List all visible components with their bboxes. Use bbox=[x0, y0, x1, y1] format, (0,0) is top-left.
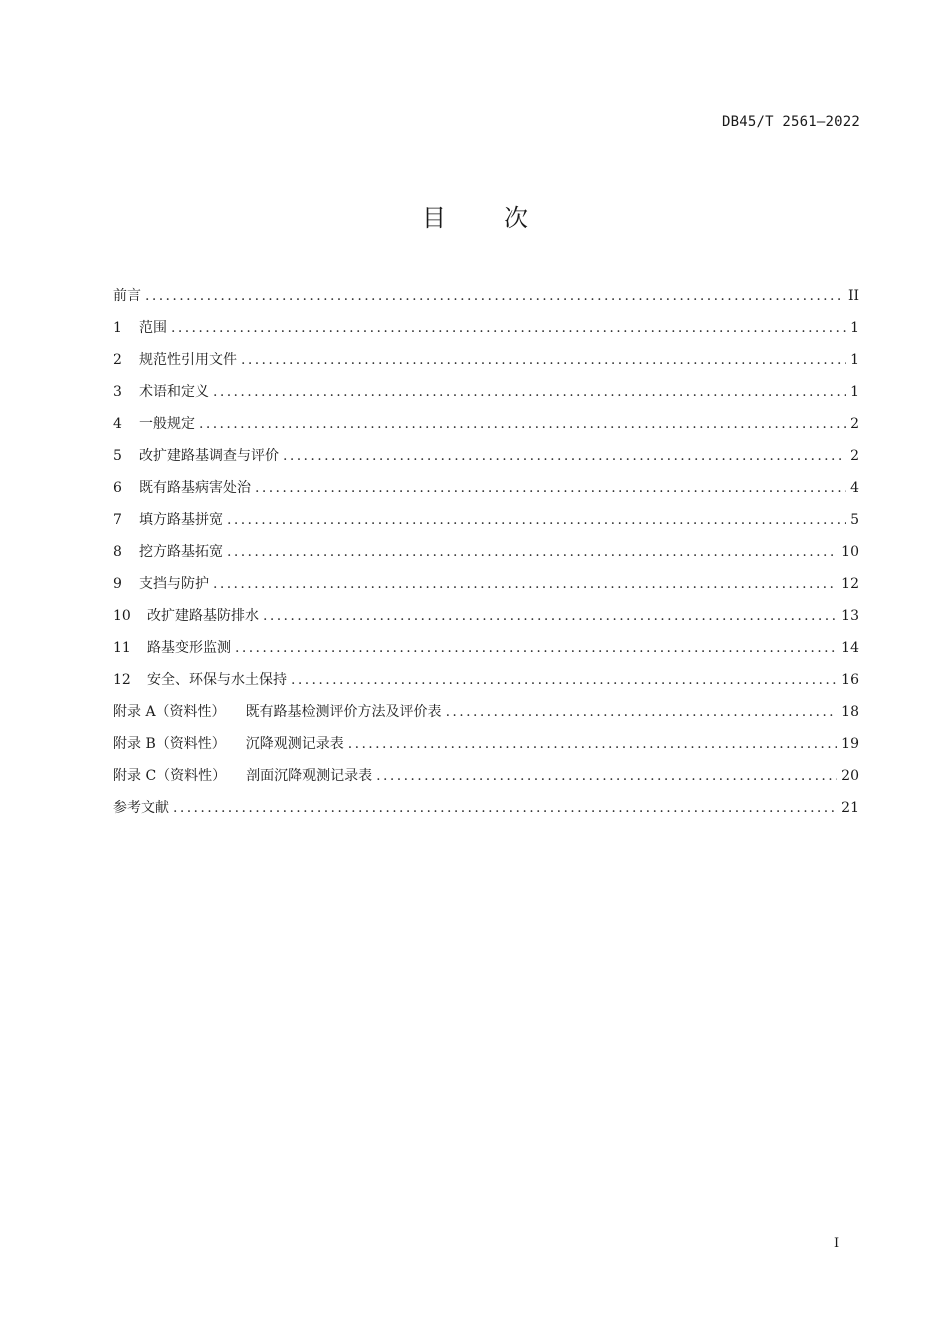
toc-entry-page: 1 bbox=[850, 384, 859, 400]
toc-entry-number: 9 bbox=[113, 576, 122, 592]
toc-entry-5[interactable] bbox=[113, 443, 859, 475]
toc-entry-number: 7 bbox=[113, 512, 122, 528]
toc-entry-label: 一般规定 bbox=[139, 416, 195, 432]
toc-entry-label: 附录 C（资料性） bbox=[113, 768, 227, 784]
toc-list bbox=[113, 283, 859, 827]
toc-entry-label: 改扩建路基调查与评价 bbox=[139, 448, 279, 464]
toc-entry-number: 3 bbox=[113, 384, 122, 400]
toc-entry-label: 附录 B（资料性） bbox=[113, 736, 226, 752]
toc-appendix-title: 剖面沉降观测记录表 bbox=[246, 768, 373, 784]
toc-entry-3[interactable] bbox=[113, 379, 859, 411]
toc-entry-page: 21 bbox=[841, 800, 859, 816]
toc-entry-label: 术语和定义 bbox=[139, 384, 209, 400]
toc-entry-4[interactable] bbox=[113, 411, 859, 443]
toc-entry-page: 13 bbox=[841, 608, 859, 624]
toc-leader-dots bbox=[227, 507, 846, 533]
toc-leader-dots bbox=[291, 667, 837, 693]
toc-entry-label: 改扩建路基防排水 bbox=[147, 608, 259, 624]
toc-leader-dots bbox=[376, 763, 837, 789]
toc-leader-dots bbox=[199, 411, 846, 437]
toc-entry-page: 14 bbox=[841, 640, 859, 656]
toc-entry-label: 既有路基病害处治 bbox=[139, 480, 251, 496]
page-number: I bbox=[834, 1236, 840, 1251]
toc-entry-foreword[interactable] bbox=[113, 283, 859, 315]
toc-leader-dots bbox=[145, 283, 844, 309]
toc-entry-number: 6 bbox=[113, 480, 122, 496]
toc-entry-label: 范围 bbox=[139, 320, 167, 336]
toc-entry-6[interactable] bbox=[113, 475, 859, 507]
toc-entry-number: 12 bbox=[113, 672, 131, 688]
toc-entry-page: II bbox=[847, 288, 859, 304]
toc-entry-label: 支挡与防护 bbox=[139, 576, 209, 592]
toc-entry-page: 1 bbox=[850, 320, 859, 336]
toc-leader-dots bbox=[213, 379, 846, 405]
toc-entry-page: 20 bbox=[841, 768, 859, 784]
toc-entry-label: 前言 bbox=[113, 288, 141, 304]
toc-entry-11[interactable] bbox=[113, 635, 859, 667]
toc-entry-appendix-c[interactable] bbox=[113, 763, 859, 795]
toc-entry-page: 1 bbox=[850, 352, 859, 368]
toc-entry-label: 安全、环保与水土保持 bbox=[147, 672, 287, 688]
toc-leader-dots bbox=[213, 571, 837, 597]
toc-leader-dots bbox=[348, 731, 837, 757]
toc-leader-dots bbox=[255, 475, 846, 501]
toc-entry-page: 18 bbox=[841, 704, 859, 720]
toc-entry-page: 2 bbox=[850, 448, 859, 464]
toc-entry-number: 10 bbox=[113, 608, 131, 624]
toc-leader-dots bbox=[241, 347, 846, 373]
toc-entry-label: 路基变形监测 bbox=[147, 640, 231, 656]
toc-entry-page: 16 bbox=[841, 672, 859, 688]
toc-entry-page: 12 bbox=[841, 576, 859, 592]
toc-entry-number: 2 bbox=[113, 352, 122, 368]
toc-entry-8[interactable] bbox=[113, 539, 859, 571]
toc-entry-appendix-b[interactable] bbox=[113, 731, 859, 763]
toc-entry-number: 1 bbox=[113, 320, 122, 336]
toc-leader-dots bbox=[227, 539, 837, 565]
toc-entry-label: 挖方路基拓宽 bbox=[139, 544, 223, 560]
toc-entry-number: 5 bbox=[113, 448, 122, 464]
toc-entry-12[interactable] bbox=[113, 667, 859, 699]
toc-appendix-title: 沉降观测记录表 bbox=[245, 736, 344, 752]
toc-entry-page: 5 bbox=[850, 512, 859, 528]
toc-leader-dots bbox=[446, 699, 838, 725]
toc-leader-dots bbox=[235, 635, 837, 661]
toc-leader-dots bbox=[283, 443, 846, 469]
toc-entry-references[interactable] bbox=[113, 795, 859, 827]
toc-entry-page: 2 bbox=[850, 416, 859, 432]
toc-leader-dots bbox=[173, 795, 837, 821]
document-code: DB45/T 2561—2022 bbox=[721, 114, 860, 130]
toc-entry-9[interactable] bbox=[113, 571, 859, 603]
toc-entry-number: 4 bbox=[113, 416, 122, 432]
toc-entry-7[interactable] bbox=[113, 507, 859, 539]
toc-appendix-title: 既有路基检测评价方法及评价表 bbox=[245, 704, 442, 720]
toc-entry-label: 填方路基拼宽 bbox=[139, 512, 223, 528]
toc-entry-page: 10 bbox=[841, 544, 859, 560]
toc-title: 目次 bbox=[422, 204, 586, 232]
toc-leader-dots bbox=[263, 603, 837, 629]
toc-entry-label: 参考文献 bbox=[113, 800, 169, 816]
toc-entry-number: 11 bbox=[113, 640, 131, 656]
toc-entry-1[interactable] bbox=[113, 315, 859, 347]
toc-entry-appendix-a[interactable] bbox=[113, 699, 859, 731]
toc-entry-2[interactable] bbox=[113, 347, 859, 379]
toc-entry-label: 附录 A（资料性） bbox=[113, 704, 226, 720]
toc-entry-label: 规范性引用文件 bbox=[139, 352, 237, 368]
toc-entry-page: 4 bbox=[850, 480, 859, 496]
toc-entry-page: 19 bbox=[841, 736, 859, 752]
toc-entry-10[interactable] bbox=[113, 603, 859, 635]
toc-entry-number: 8 bbox=[113, 544, 122, 560]
toc-leader-dots bbox=[171, 315, 846, 341]
